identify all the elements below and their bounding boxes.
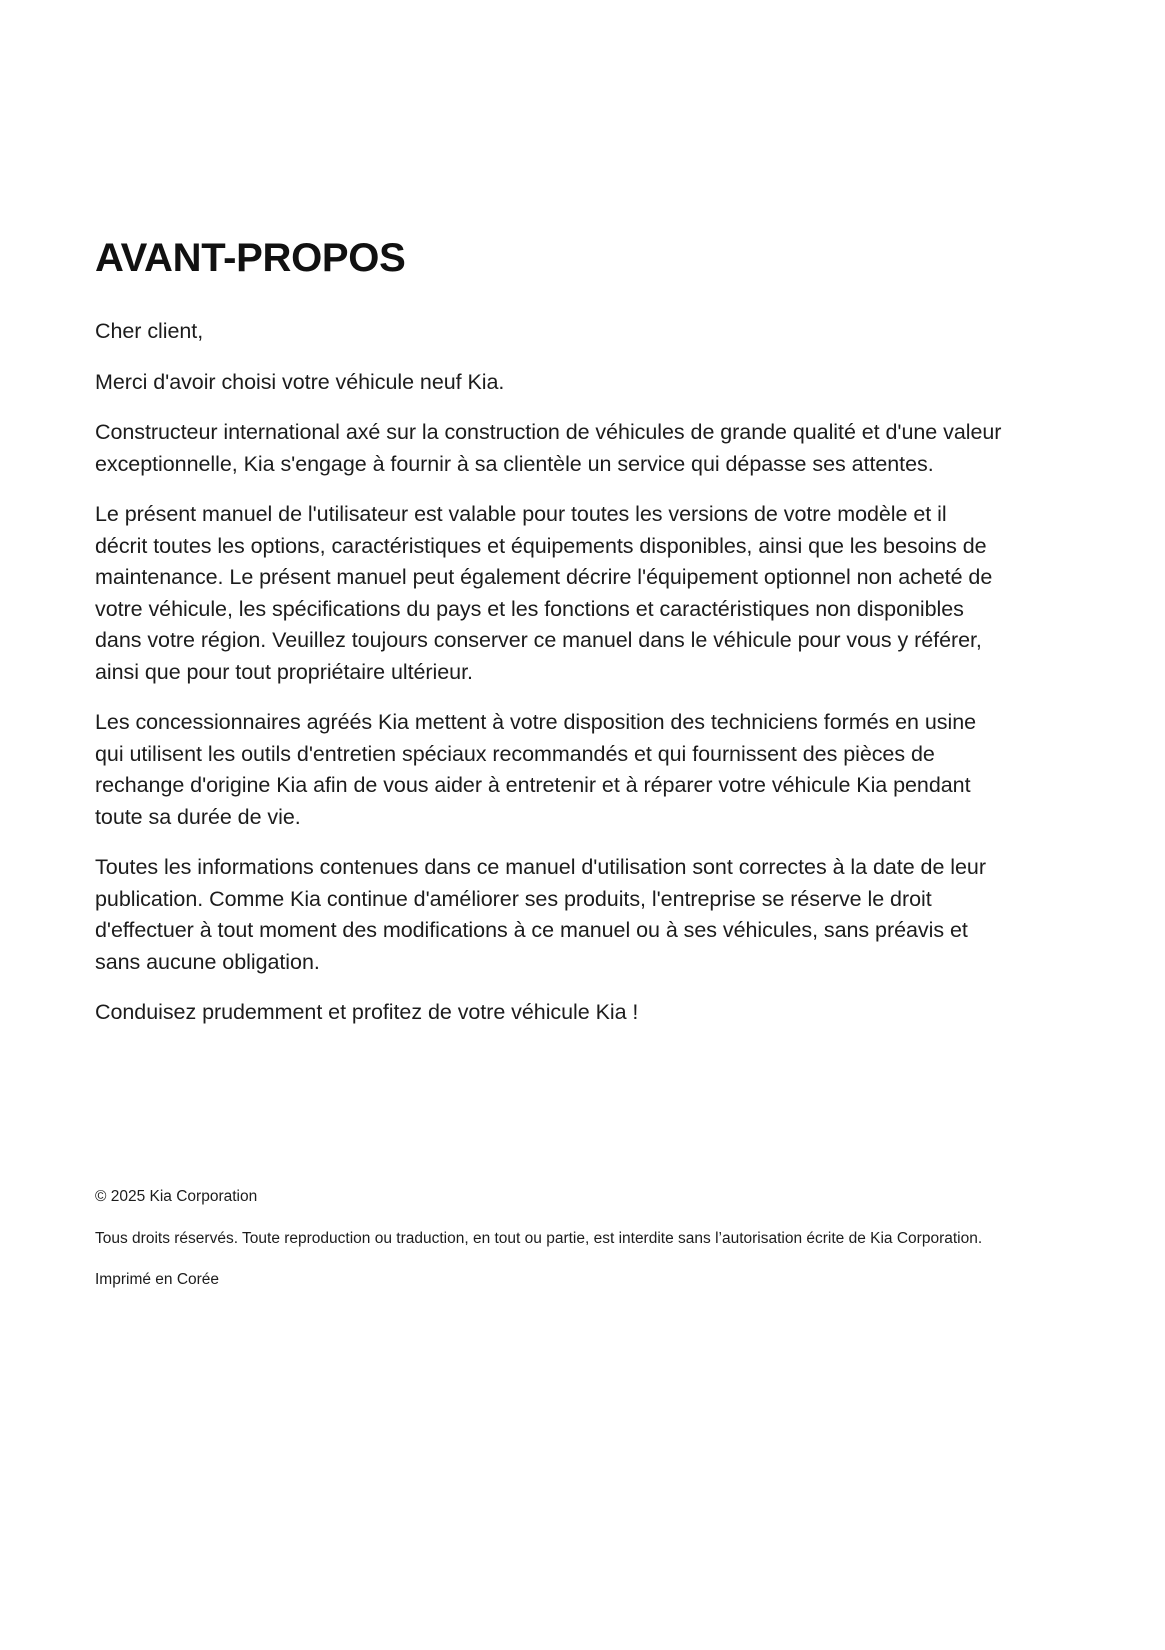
paragraph-closing: Conduisez prudemment et profitez de votre véhicule Kia !	[95, 1000, 639, 1024]
paragraph-manual-scope: Le présent manuel de l'utilisateur est valable pour toutes les versions de votre modèle et il décrit toutes les options, caractéristiques et équipements disponibles, ainsi que les besoins de maintenance. Le présent manuel peut également décrire l'équipement optionnel non acheté de votre véhicule, les spécifications du pays et les fonctions et caractéristiques non disponibles dans votre région. Veuillez toujours conserver ce manuel dans le véhicule pour vous y référer, ainsi que pour tout propriétaire ultérieur.	[95, 502, 993, 684]
printed-in-notice: Imprimé en Corée	[95, 1271, 220, 1288]
foreword-section	[95, 236, 1003, 1029]
paragraph-greeting: Cher client,	[95, 319, 204, 343]
paragraph-dealers: Les concessionnaires agréés Kia mettent à votre disposition des techniciens formés en usine qui utilisent les outils d'entretien spéciaux recommandés et qui fournissent des pièces de rechange d'origine Kia afin de vous aider à entretenir et à réparer votre véhicule Kia pendant toute sa durée de vie.	[95, 710, 977, 829]
rights-reserved-notice: Tous droits réservés. Toute reproduction ou traduction, en tout ou partie, est interdite sans l’autorisation écrite de Kia Corporation.	[95, 1230, 983, 1247]
paragraph-manufacturer: Constructeur international axé sur la construction de véhicules de grande qualité et d'une valeur exceptionnelle, Kia s'engage à fournir à sa clientèle un service qui dépasse ses attentes.	[95, 420, 1002, 476]
foreword-body	[95, 316, 1003, 1029]
paragraph-thanks: Merci d'avoir choisi votre véhicule neuf Kia.	[95, 369, 505, 394]
page-footer	[95, 1186, 1003, 1291]
paragraph-accuracy: Toutes les informations contenues dans ce manuel d'utilisation sont correctes à la date de leur publication. Comme Kia continue d'améliorer ses produits, l'entreprise se réserve le droit d'effectuer à tout moment des modifications à ce manuel ou à ses véhicules, sans préavis et sans aucune obligation.	[95, 855, 986, 974]
page-title: AVANT-PROPOS	[95, 236, 406, 280]
copyright-notice: © 2025 Kia Corporation	[95, 1188, 258, 1205]
